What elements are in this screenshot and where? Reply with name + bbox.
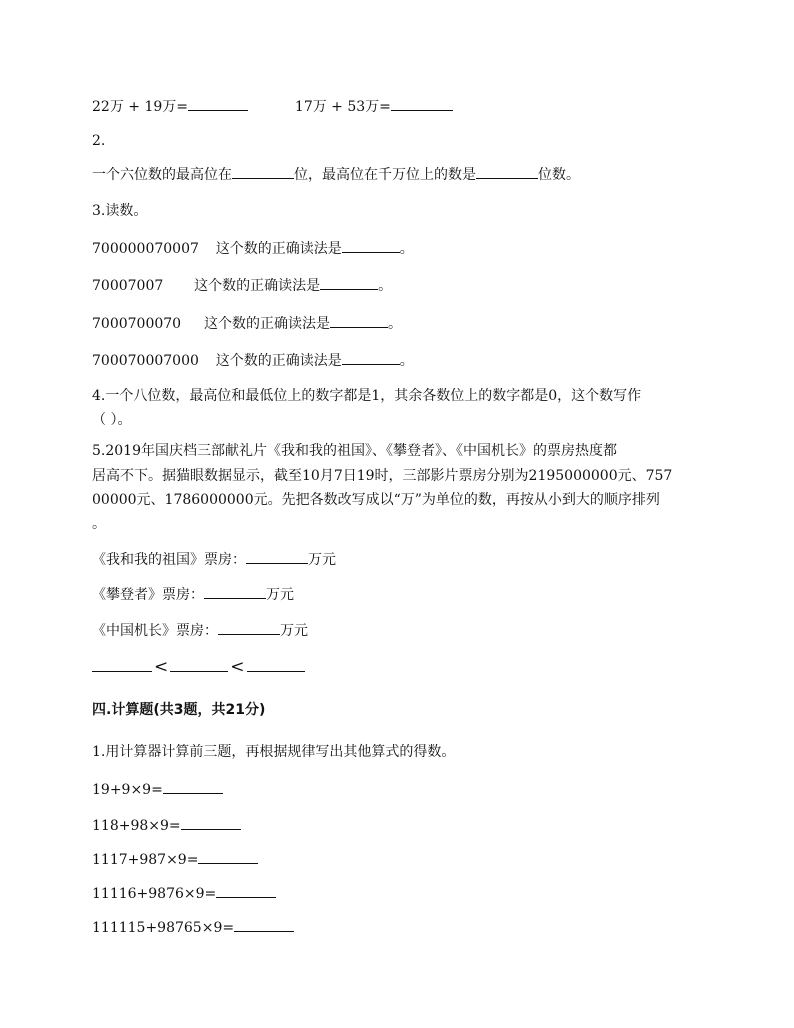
answer-blank[interactable] bbox=[246, 549, 308, 564]
answer-blank[interactable] bbox=[342, 350, 400, 365]
q3-number: 700000070007 bbox=[92, 241, 199, 257]
calc-item bbox=[92, 849, 258, 870]
addition-a: 22万 + 19万= bbox=[92, 99, 188, 115]
q3-text: 这个数的正确读法是 bbox=[215, 241, 342, 257]
q3-number: 7000700070 bbox=[92, 316, 182, 332]
calc-item bbox=[92, 815, 241, 836]
answer-blank[interactable] bbox=[204, 584, 266, 599]
q5-row bbox=[92, 549, 336, 570]
calc-intro: 1.用计算器计算前三题，再根据规律写出其他算式的得数。 bbox=[92, 744, 456, 760]
q5-row-label: 《我和我的祖国》票房： bbox=[92, 552, 246, 568]
q2-text-c: 位数。 bbox=[538, 167, 580, 183]
answer-blank[interactable] bbox=[342, 238, 400, 253]
q3-end: 。 bbox=[387, 316, 402, 332]
q3-end: 。 bbox=[399, 241, 414, 257]
q3-title: 3.读数。 bbox=[92, 203, 148, 219]
answer-blank[interactable] bbox=[476, 164, 538, 179]
q3-item bbox=[92, 350, 414, 371]
q3-item bbox=[92, 275, 392, 296]
answer-blank[interactable] bbox=[218, 620, 280, 635]
section-title: 四.计算题(共3题，共21分) bbox=[92, 702, 266, 718]
calc-expression: 111115+98765×9= bbox=[92, 920, 235, 936]
q5-row-unit: 万元 bbox=[266, 587, 294, 603]
calc-item bbox=[92, 779, 223, 800]
q4-line2: （ ）。 bbox=[92, 412, 132, 428]
q4-line1: 4.一个八位数，最高位和最低位上的数字都是1，其余各数位上的数字都是0，这个数写作 bbox=[92, 388, 642, 404]
calc-item bbox=[92, 917, 294, 938]
q5-line4: 。 bbox=[92, 516, 106, 532]
answer-blank[interactable] bbox=[181, 815, 241, 830]
addition-row bbox=[92, 96, 453, 117]
q3-end: 。 bbox=[399, 353, 414, 369]
answer-blank[interactable] bbox=[391, 96, 453, 111]
answer-blank[interactable] bbox=[234, 917, 294, 932]
q5-row-unit: 万元 bbox=[280, 623, 308, 639]
q5-line2: 居高不下。据猫眼数据显示，截至10月7日19时，三部影片票房分别为2195000000元、757 bbox=[92, 468, 673, 484]
answer-blank[interactable] bbox=[330, 313, 388, 328]
q3-item bbox=[92, 313, 402, 334]
q2-text-a: 一个六位数的最高位在 bbox=[92, 167, 232, 183]
q5-row bbox=[92, 620, 308, 641]
q3-text: 这个数的正确读法是 bbox=[203, 316, 330, 332]
q3-number: 70007007 bbox=[92, 278, 164, 294]
q3-item bbox=[92, 238, 414, 259]
less-than-sign: < bbox=[154, 657, 169, 677]
answer-blank[interactable] bbox=[247, 657, 305, 672]
answer-blank[interactable] bbox=[92, 657, 152, 672]
q3-text: 这个数的正确读法是 bbox=[194, 278, 321, 294]
answer-blank[interactable] bbox=[198, 849, 258, 864]
calc-expression: 1117+987×9= bbox=[92, 852, 199, 868]
calc-expression: 19+9×9= bbox=[92, 782, 163, 798]
q5-row-label: 《攀登者》票房： bbox=[92, 587, 204, 603]
q5-row-unit: 万元 bbox=[308, 552, 336, 568]
q3-text: 这个数的正确读法是 bbox=[215, 353, 342, 369]
answer-blank[interactable] bbox=[320, 275, 378, 290]
q3-number: 700070007000 bbox=[92, 353, 199, 369]
q5-line1: 5.2019年国庆档三部献礼片《我和我的祖国》、《攀登者》、《中国机长》的票房热度都 bbox=[92, 443, 617, 459]
q5-order-row bbox=[92, 657, 305, 677]
q2-number: 2. bbox=[92, 133, 106, 149]
less-than-sign: < bbox=[230, 657, 245, 677]
q2-text-b: 位，最高位在千万位上的数是 bbox=[294, 167, 476, 183]
addition-b: 17万 + 53万= bbox=[294, 99, 391, 115]
calc-item bbox=[92, 883, 276, 904]
answer-blank[interactable] bbox=[216, 883, 276, 898]
q5-row-label: 《中国机长》票房： bbox=[92, 623, 218, 639]
q2-text bbox=[92, 164, 580, 185]
q5-row bbox=[92, 584, 294, 605]
calc-expression: 11116+9876×9= bbox=[92, 886, 217, 902]
q3-end: 。 bbox=[378, 278, 393, 294]
calc-expression: 118+98×9= bbox=[92, 818, 181, 834]
q5-line3: 00000元、1786000000元。先把各数改写成以“万”为单位的数，再按从小到大的顺序排列 bbox=[92, 492, 660, 508]
answer-blank[interactable] bbox=[163, 779, 223, 794]
answer-blank[interactable] bbox=[232, 164, 294, 179]
answer-blank[interactable] bbox=[188, 96, 248, 111]
answer-blank[interactable] bbox=[170, 657, 228, 672]
